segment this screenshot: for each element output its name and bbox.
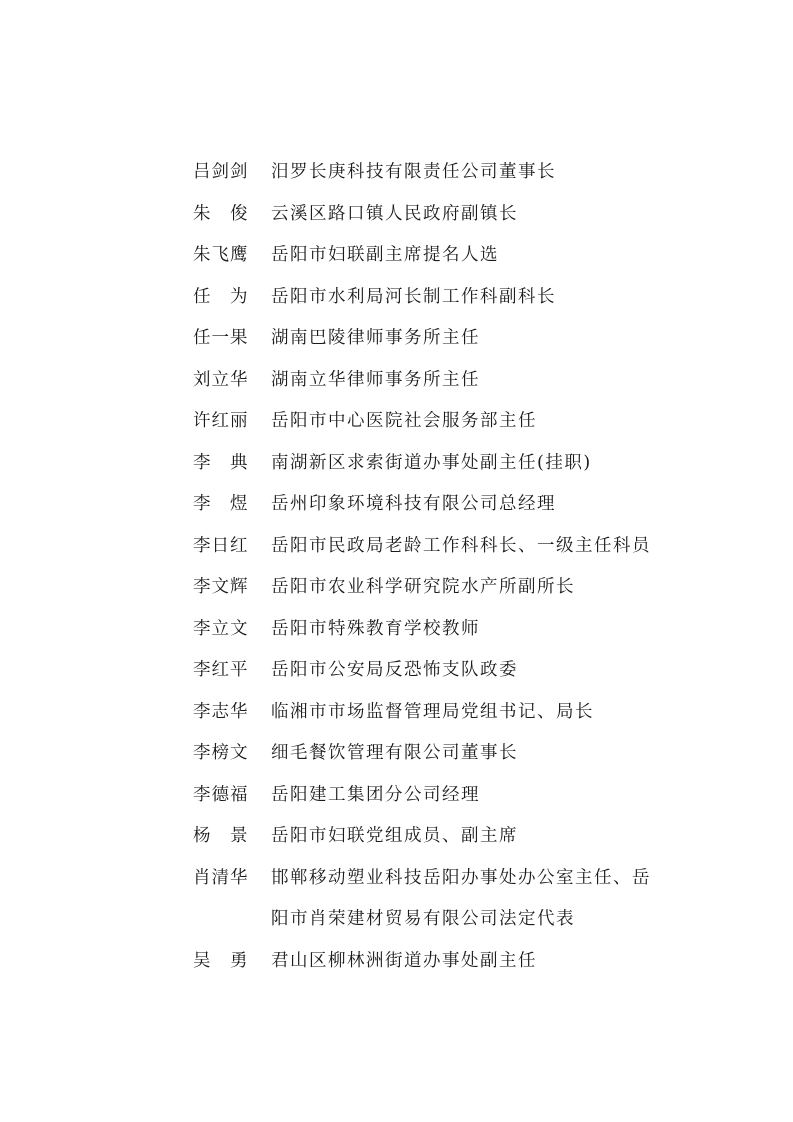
person-name: 李志华 xyxy=(193,701,249,722)
person-title: 南湖新区求索街道办事处副主任(挂职) xyxy=(271,452,592,473)
person-title-continuation: 阳市肖荣建材贸易有限公司法定代表 xyxy=(271,909,575,929)
list-item xyxy=(193,692,663,734)
list-item xyxy=(193,443,663,485)
person-title: 岳州印象环境科技有限公司总经理 xyxy=(271,494,556,514)
person-name: 任一果 xyxy=(193,328,249,348)
list-item xyxy=(193,152,663,194)
personnel-list xyxy=(193,152,663,982)
person-title: 岳阳市民政局老龄工作科科长、一级主任科员 xyxy=(271,535,651,556)
list-item xyxy=(193,526,663,568)
person-name: 李 典 xyxy=(193,452,249,473)
person-title: 岳阳建工集团分公司经理 xyxy=(271,784,480,805)
person-title: 岳阳市特殊教育学校教师 xyxy=(271,618,480,639)
person-title: 岳阳市妇联副主席提名人选 xyxy=(271,245,499,265)
list-item xyxy=(193,650,663,692)
person-title-block xyxy=(271,858,651,941)
list-item xyxy=(193,235,663,277)
list-item xyxy=(193,277,663,319)
person-title: 湖南巴陵律师事务所主任 xyxy=(271,328,480,348)
person-name: 许红丽 xyxy=(193,411,249,431)
person-title: 云溪区路口镇人民政府副镇长 xyxy=(271,203,518,224)
person-name: 吴 勇 xyxy=(193,950,249,971)
person-name: 朱飞鹰 xyxy=(193,245,249,265)
person-title: 临湘市市场监督管理局党组书记、局长 xyxy=(271,701,594,722)
person-name: 李德福 xyxy=(193,784,249,805)
person-name: 李立文 xyxy=(193,618,249,639)
list-item xyxy=(193,484,663,526)
list-item xyxy=(193,401,663,443)
person-name: 李榜文 xyxy=(193,743,249,763)
person-name: 李日红 xyxy=(193,535,249,556)
person-name: 刘立华 xyxy=(193,369,249,390)
person-name: 李文辉 xyxy=(193,577,249,597)
person-title: 岳阳市中心医院社会服务部主任 xyxy=(271,411,537,431)
person-title: 湖南立华律师事务所主任 xyxy=(271,369,480,390)
list-item xyxy=(193,858,663,941)
person-name: 李 煜 xyxy=(193,494,249,514)
list-item xyxy=(193,318,663,360)
person-title: 岳阳市水利局河长制工作科副科长 xyxy=(271,286,556,307)
list-item xyxy=(193,609,663,651)
person-name: 杨 景 xyxy=(193,826,249,846)
list-item xyxy=(193,194,663,236)
person-title: 君山区柳林洲街道办事处副主任 xyxy=(271,950,537,971)
list-item xyxy=(193,816,663,858)
list-item xyxy=(193,733,663,775)
person-title: 细毛餐饮管理有限公司董事长 xyxy=(271,743,518,763)
person-name: 吕剑剑 xyxy=(193,162,249,182)
person-title: 汨罗长庚科技有限责任公司董事长 xyxy=(271,162,556,182)
person-title: 岳阳市农业科学研究院水产所副所长 xyxy=(271,577,575,597)
list-item xyxy=(193,360,663,402)
person-title: 邯郸移动塑业科技岳阳办事处办公室主任、岳 xyxy=(271,867,651,888)
list-item xyxy=(193,775,663,817)
person-name: 李红平 xyxy=(193,660,249,680)
list-item xyxy=(193,941,663,983)
person-name: 任 为 xyxy=(193,286,249,307)
person-title: 岳阳市妇联党组成员、副主席 xyxy=(271,826,518,846)
list-item xyxy=(193,567,663,609)
person-name: 朱 俊 xyxy=(193,203,249,224)
person-name: 肖清华 xyxy=(193,867,249,888)
person-title: 岳阳市公安局反恐怖支队政委 xyxy=(271,660,518,680)
